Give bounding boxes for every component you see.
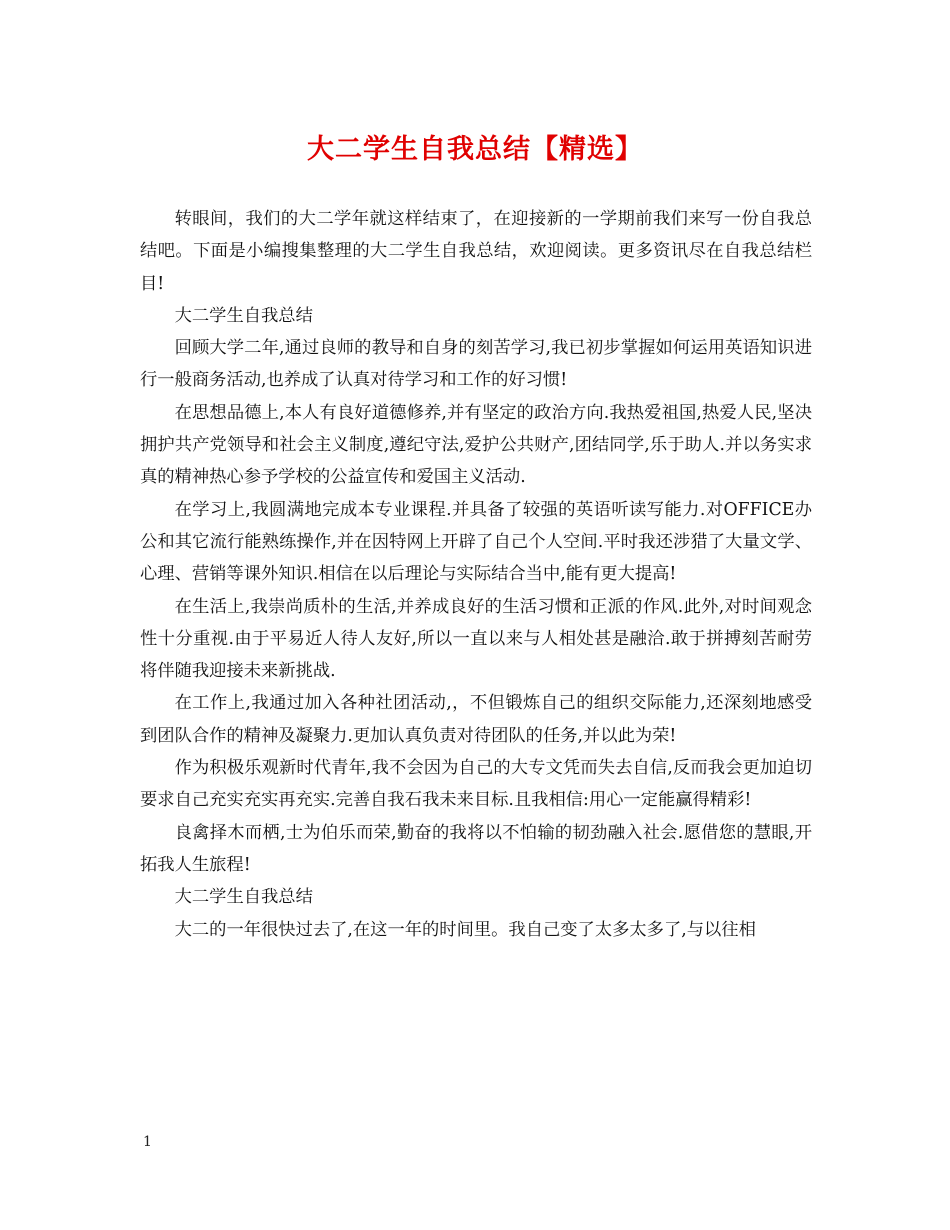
section-heading: 大二学生自我总结	[174, 887, 313, 908]
document-title: 大二学生自我总结【精选】	[307, 134, 643, 165]
paragraph: 回顾大学二年,通过良师的教导和自身的刻苦学习,我已初步掌握如何运用英语知识进行一般商务活动,也养成了认真对待学习和工作的好习惯!	[140, 338, 812, 391]
paragraph: 在思想品德上,本人有良好道德修养,并有坚定的政治方向.我热爱祖国,热爱人民,坚决拥护共产党领导和社会主义制度,遵纪守法,爱护公共财产,团结同学,乐于助人.并以务实求真的精神热心参予学校的公益宣传和爱国主义活动.	[140, 402, 812, 488]
paragraph: 作为积极乐观新时代青年,我不会因为自己的大专文凭而失去自信,反而我会更加迫切要求自己充实充实再充实.完善自我石我未来目标.且我相信:用心一定能赢得精彩!	[140, 758, 812, 811]
paragraph: 大二的一年很快过去了,在这一年的时间里。我自己变了太多太多了,与以往相	[174, 919, 756, 940]
page-number: 1	[143, 1134, 152, 1150]
paragraph: 在学习上,我圆满地完成本专业课程.并具备了较强的英语听读写能力.对OFFICE办公和其它流行能熟练操作,并在因特网上开辟了自己个人空间.平时我还涉猎了大量文学、心理、营销等课外知识.相信在以后理论与实际结合当中,能有更大提高!	[140, 499, 812, 585]
paragraph: 良禽择木而栖,士为伯乐而荣,勤奋的我将以不怕输的韧劲融入社会.愿借您的慧眼,开拓我人生旅程!	[140, 822, 812, 875]
section-heading: 大二学生自我总结	[174, 305, 313, 326]
paragraph: 在生活上,我崇尚质朴的生活,并养成良好的生活习惯和正派的作风.此外,对时间观念性十分重视.由于平易近人待人友好,所以一直以来与人相处甚是融洽.敢于拼搏刻苦耐劳将伴随我迎接未来新挑战.	[140, 596, 812, 682]
paragraph: 在工作上,我通过加入各种社团活动,，不但锻炼自己的组织交际能力,还深刻地感受到团队合作的精神及凝聚力.更加认真负责对待团队的任务,并以此为荣!	[140, 693, 812, 746]
paragraph-intro: 转眼间，我们的大二学年就这样结束了，在迎接新的一学期前我们来写一份自我总结吧。下面是小编搜集整理的大二学生自我总结，欢迎阅读。更多资讯尽在自我总结栏目!	[140, 209, 812, 294]
document-body	[140, 203, 812, 946]
